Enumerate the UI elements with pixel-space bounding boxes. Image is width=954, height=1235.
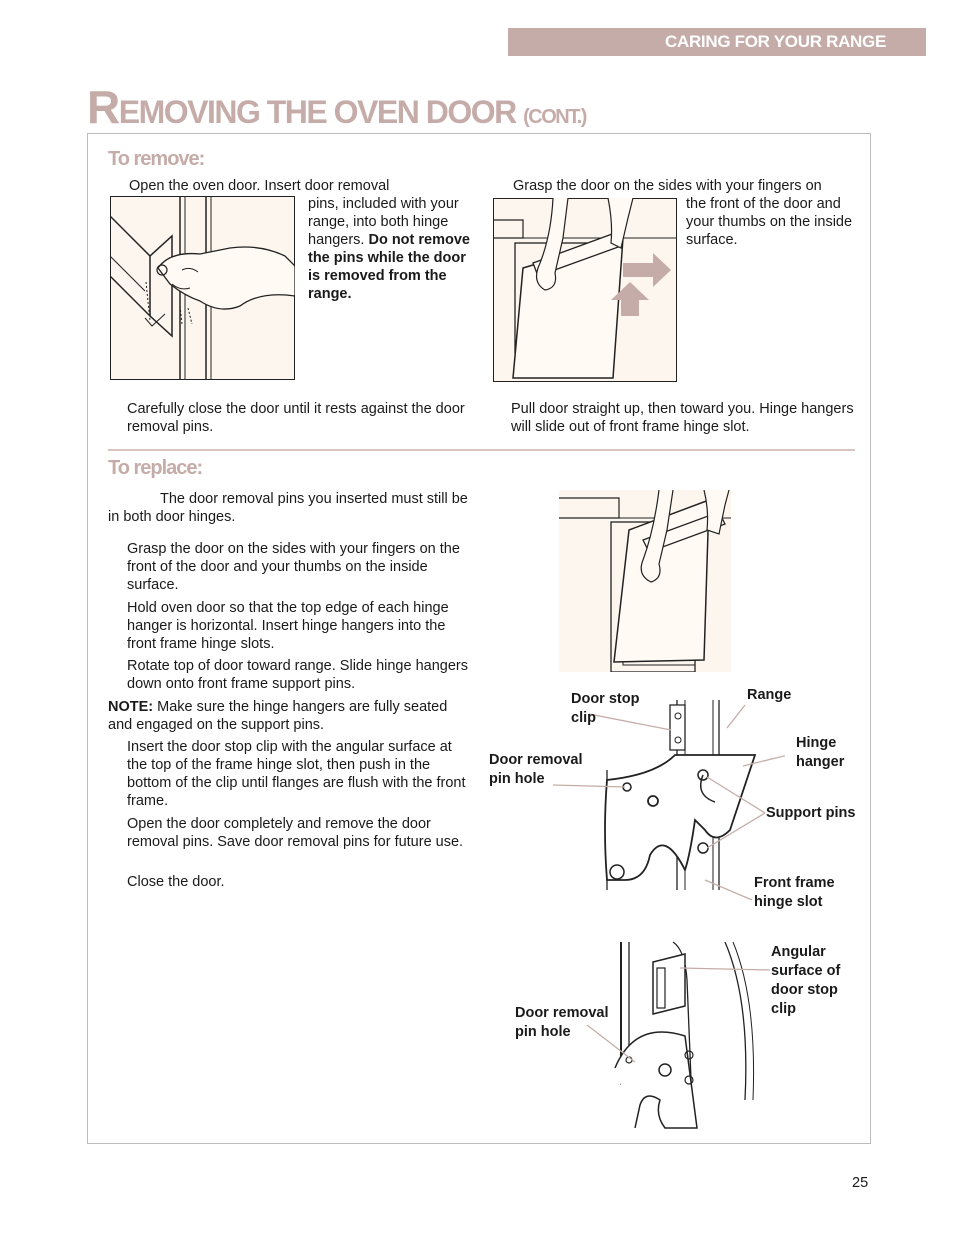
section-header xyxy=(508,28,926,56)
label-angular-surface: Angular surface of door stop clip xyxy=(771,944,841,1017)
reinstall-door-illustration xyxy=(559,490,731,672)
page-number: 25 xyxy=(852,1175,869,1191)
label-front-frame-hinge-slot: Front frame hinge slot xyxy=(754,875,835,910)
title-rest: EMOVING THE OVEN DOOR xyxy=(118,94,516,130)
replace-step-5: Open the door completely and remove the door removal pins. Save door removal pins for future use. xyxy=(127,816,464,850)
remove-step-2: Carefully close the door until it rests against the door removal pins. xyxy=(127,401,465,435)
replace-step-1: Grasp the door on the sides with your fingers on the front of the door and your thumbs on the inside surface. xyxy=(127,541,460,593)
replace-note xyxy=(108,698,468,734)
grasp-door-illustration xyxy=(493,198,677,382)
remove-step-3-rest: the front of the door and your thumbs on the inside surface. xyxy=(686,196,853,248)
label-clip-pin-hole: Door removal pin hole xyxy=(515,1005,609,1040)
label-door-stop-clip-text: Door stop clip xyxy=(571,691,640,726)
remove-step-1-wrap xyxy=(308,195,478,303)
title-suffix: (CONT.) xyxy=(523,106,586,128)
note-text: Make sure the hinge hangers are fully seated and engaged on the support pins. xyxy=(108,699,448,733)
replace-step-4: Insert the door stop clip with the angular surface at the top of the frame hinge slot, then push in the bottom of the clip until flanges are flush with the front frame. xyxy=(127,739,466,809)
label-range: Range xyxy=(747,687,792,703)
remove-heading: To remove: xyxy=(108,148,205,170)
remove-step-4: Pull door straight up, then toward you. Hinge hangers will slide out of front frame hinge slot. xyxy=(511,401,854,435)
remove-step-1-first-line: Open the oven door. Insert door removal xyxy=(129,178,390,194)
label-support-pins: Support pins xyxy=(766,805,856,821)
label-door-removal-pin-hole: Door removal pin hole xyxy=(489,752,583,787)
section-header-label: CARING FOR YOUR RANGE xyxy=(664,32,886,51)
label-hinge-hanger: Hinge hanger xyxy=(796,735,845,770)
remove-step-3-wrap xyxy=(686,195,861,249)
replace-step-3: Rotate top of door toward range. Slide hinge hangers down onto front frame support pins. xyxy=(127,658,468,692)
replace-step-6: Close the door. xyxy=(127,874,225,890)
replace-step-2: Hold oven door so that the top edge of each hinge hanger is horizontal. Insert hinge hangers into the front frame hinge slots. xyxy=(127,600,449,652)
replace-intro: The door removal pins you inserted must still be in both door hinges. xyxy=(108,491,468,525)
replace-heading: To replace: xyxy=(108,457,203,479)
label-door-stop-clip xyxy=(571,690,651,728)
page-title xyxy=(87,80,586,134)
note-label: NOTE: xyxy=(108,699,154,715)
title-first-letter: R xyxy=(87,81,119,133)
remove-step-1 xyxy=(129,177,469,195)
remove-step-1-rest: pins, included with your range, into both hinge hangers. xyxy=(308,196,459,248)
remove-step-3-first-line: Grasp the door on the sides with your fingers on xyxy=(513,178,822,194)
remove-step-3 xyxy=(513,177,858,195)
section-divider xyxy=(108,449,855,451)
insert-pins-illustration xyxy=(110,196,295,380)
remove-step-1-warning: Do not remove the pins while the door is removed from the range. xyxy=(308,232,470,302)
